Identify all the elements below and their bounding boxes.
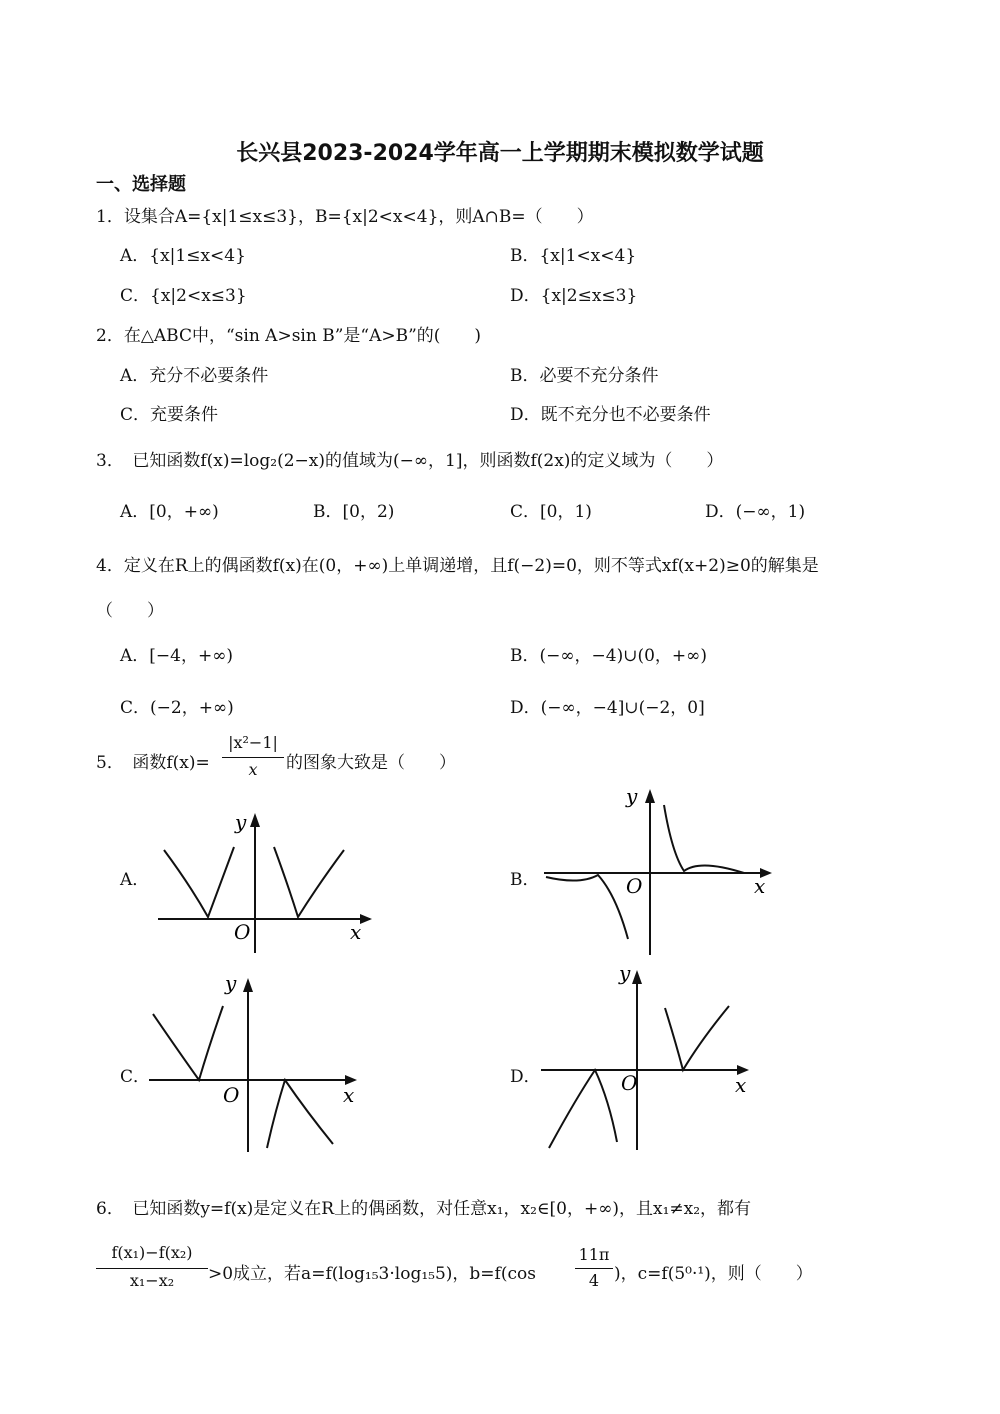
q2-option-c: C．充要条件 bbox=[120, 405, 219, 425]
question-4-blank: （ ） bbox=[96, 601, 164, 621]
q5-fraction-bar bbox=[222, 757, 284, 758]
q6-cos-fraction-bar bbox=[575, 1268, 613, 1269]
q2-option-d: D．既不充分也不必要条件 bbox=[510, 405, 711, 425]
q4-option-b: B．(−∞，−4)∪(0，+∞) bbox=[510, 646, 707, 666]
question-6-middle: >0成立，若a=f(log₁₅3·log₁₅5)，b=f(cos bbox=[208, 1264, 536, 1284]
q1-option-a: A．{x|1≤x<4} bbox=[120, 246, 246, 266]
q5-option-d-label: D． bbox=[510, 1067, 541, 1087]
origin-label: O bbox=[223, 1083, 240, 1107]
q2-option-b: B．必要不充分条件 bbox=[510, 366, 659, 386]
q5-fraction-denominator: x bbox=[248, 760, 258, 779]
curve-right bbox=[665, 1006, 729, 1070]
q4-option-d: D．(−∞，−4]∪(−2，0] bbox=[510, 698, 705, 718]
question-5-suffix: 的图象大致是（ ） bbox=[286, 753, 456, 773]
graph-b bbox=[540, 783, 780, 958]
section-heading: 一、选择题 bbox=[96, 174, 186, 195]
q3-option-d: D．(−∞，1) bbox=[705, 502, 806, 522]
question-4-stem: 4．定义在R上的偶函数f(x)在(0，+∞)上单调递增，且f(−2)=0，则不等式xf(x+2)≥0的解集是 bbox=[96, 556, 819, 576]
curve-left bbox=[164, 847, 234, 917]
q2-option-a: A．充分不必要条件 bbox=[120, 366, 269, 386]
q5-option-a-label: A． bbox=[120, 870, 150, 890]
question-6-end: )，c=f(5⁰·¹)，则（ ） bbox=[614, 1264, 813, 1284]
q5-option-b-label: B． bbox=[510, 870, 540, 890]
q4-option-a: A．[−4，+∞) bbox=[120, 646, 234, 666]
y-axis-arrow-icon bbox=[645, 789, 655, 803]
question-2-stem: 2．在△ABC中，“sin A>sin B”是“A>B”的( ) bbox=[96, 326, 482, 346]
curve-right bbox=[267, 1080, 333, 1148]
q3-option-c: C．[0，1) bbox=[510, 502, 592, 522]
origin-label: O bbox=[621, 1071, 638, 1095]
graph-a bbox=[150, 805, 380, 960]
q6-cos-numerator: 11π bbox=[578, 1245, 610, 1264]
x-label: x bbox=[350, 920, 362, 944]
q5-fraction-numerator: |x²−1| bbox=[228, 733, 278, 752]
q6-cos-denominator: 4 bbox=[588, 1271, 600, 1290]
q6-fraction-denominator: x₁−x₂ bbox=[129, 1271, 175, 1290]
curve-left bbox=[546, 875, 628, 939]
question-1-stem: 1．设集合A={x|1≤x≤3}，B={x|2<x<4}，则A∩B=（ ） bbox=[96, 207, 594, 227]
q4-option-c: C．(−2，+∞) bbox=[120, 698, 234, 718]
q1-option-c: C．{x|2<x≤3} bbox=[120, 286, 247, 306]
graph-c bbox=[145, 972, 375, 1157]
q1-option-b: B．{x|1<x<4} bbox=[510, 246, 637, 266]
curve-right bbox=[664, 805, 744, 873]
origin-label: O bbox=[626, 874, 643, 898]
y-label: y bbox=[626, 784, 638, 808]
curve-left bbox=[549, 1070, 617, 1148]
page-title: 长兴县2023-2024学年高一上学期期末模拟数学试题 bbox=[236, 141, 764, 166]
graph-d bbox=[535, 960, 765, 1155]
origin-label: O bbox=[234, 920, 251, 944]
question-3-stem: 3． 已知函数f(x)=log₂(2−x)的值域为(−∞，1]，则函数f(2x)的定义域为（ ） bbox=[96, 451, 724, 471]
y-label: y bbox=[225, 972, 237, 995]
x-axis-arrow-icon bbox=[360, 914, 372, 924]
q3-option-b: B．[0，2) bbox=[313, 502, 395, 522]
y-axis-arrow-icon bbox=[243, 978, 253, 992]
x-label: x bbox=[735, 1073, 747, 1097]
question-5-prefix: 5． 函数f(x)= bbox=[96, 753, 210, 773]
x-label: x bbox=[343, 1083, 355, 1107]
q6-fraction-bar bbox=[96, 1268, 208, 1269]
q5-option-c-label: C． bbox=[120, 1067, 151, 1087]
question-6-stem: 6． 已知函数y=f(x)是定义在R上的偶函数，对任意x₁，x₂∈[0，+∞)，且x₁≠x₂，都有 bbox=[96, 1199, 752, 1219]
q3-option-a: A．[0，+∞) bbox=[120, 502, 219, 522]
curve-left bbox=[153, 1006, 223, 1080]
y-label: y bbox=[619, 961, 631, 985]
q6-fraction-numerator: f(x₁)−f(x₂) bbox=[111, 1243, 193, 1262]
y-label: y bbox=[235, 810, 247, 834]
y-axis-arrow-icon bbox=[250, 813, 260, 827]
curve-right bbox=[274, 847, 344, 917]
x-label: x bbox=[754, 874, 766, 898]
q1-option-d: D．{x|2≤x≤3} bbox=[510, 286, 638, 306]
y-axis-arrow-icon bbox=[632, 970, 642, 984]
